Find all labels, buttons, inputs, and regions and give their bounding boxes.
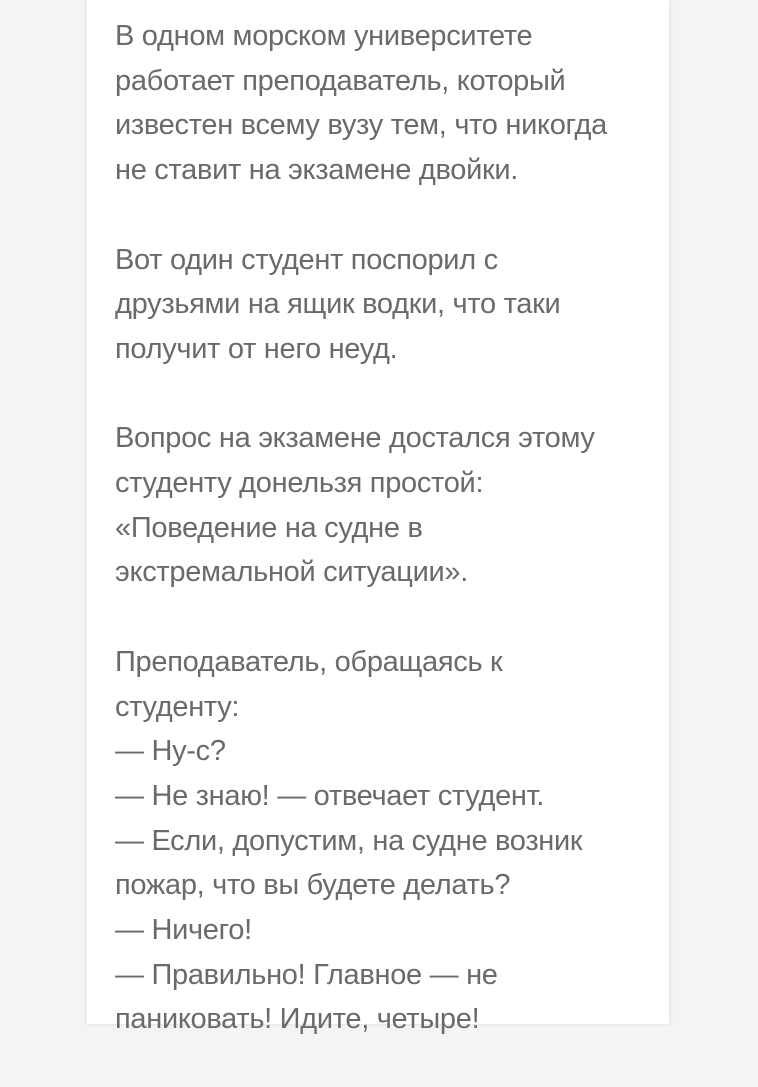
dialogue-line: — Ничего! <box>115 914 252 947</box>
text-line: В одном морском университете <box>115 20 533 52</box>
text-line: «Поведение на судне в <box>115 511 423 544</box>
text-line: студенту: <box>115 690 240 723</box>
text-line: Вопрос на экзамене достался этому <box>115 422 595 455</box>
text-line: работает преподаватель, который <box>115 64 566 97</box>
text-line: студенту донельзя простой: <box>115 467 484 499</box>
dialogue-line: пожар, что вы будете делать? <box>115 869 511 902</box>
paragraph-1 <box>115 14 655 193</box>
article-card <box>86 0 670 1036</box>
dialogue-line: паниковать! Идите, четыре! <box>115 1003 480 1036</box>
dialogue-line: — Ну-с? <box>115 735 226 768</box>
text-line: Вот один студент поспорил с <box>115 243 498 276</box>
dialogue-line: — Правильно! Главное — не <box>115 958 498 991</box>
text-line: известен всему вузу тем, что никогда <box>115 109 607 142</box>
text-line: не ставит на экзамене двойки. <box>115 154 519 187</box>
dialogue-line: — Если, допустим, на судне возник <box>115 824 583 857</box>
paragraph-2 <box>115 238 655 372</box>
dialogue-line: — Не знаю! — отвечает студент. <box>115 779 545 812</box>
text-line: получит от него неуд. <box>115 332 398 365</box>
text-line: экстремальной ситуации». <box>115 556 468 589</box>
paragraph-4 <box>115 640 655 1042</box>
text-line: друзьями на ящик водки, что таки <box>115 288 561 321</box>
article-body <box>115 14 655 1087</box>
paragraph-3 <box>115 416 655 595</box>
text-line: Преподаватель, обращаясь к <box>115 645 503 678</box>
